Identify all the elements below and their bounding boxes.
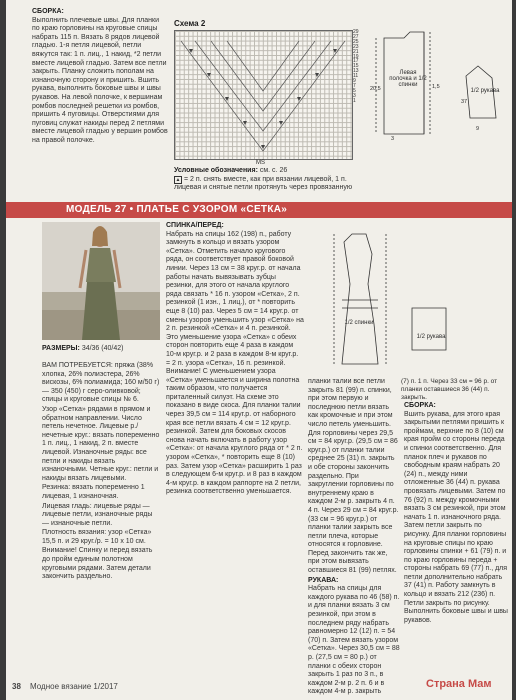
watermark: Страна Мам	[426, 678, 492, 690]
legend-ref: см. с. 26	[259, 167, 288, 174]
half-back-label: 1/2 спинки	[344, 320, 374, 326]
magazine-name: Модное вязание 1/2017	[30, 682, 118, 691]
schema-num-2: 1,5	[432, 84, 440, 90]
schema-num-3: 37	[461, 99, 468, 105]
sizes	[42, 345, 162, 354]
rib-text: Резинка: вязать попеременно 1 лицевая, 1 изнаночная.	[42, 484, 145, 500]
page-footer	[6, 676, 512, 700]
legend-item: = 2 п. снять вместе, как при вязании лицевой, 1 п. лицевая и снятые петли протянуть через провязанную	[174, 175, 353, 192]
model-photo	[42, 222, 160, 340]
half-sleeve-label: 1/2 рукава	[416, 334, 446, 340]
legend	[174, 167, 364, 193]
assembly-top-text: Выполнить плечевые швы. Для планки по краю горловины на круговые спицы набрать 115 п. Вязать 8 рядов лицевой гладью. 1-я петля лицевой, петли вяжутся так: 1 п. лиц., 1 накид, *2 петли вместе лицевой гладью. Затем все петли закрыть. Планку сложить пополам на изнаночную сторону и пришить. Вшить рукава, выполнить боковые швы и швы рукавов. На левой полочке, к вершинам ромбов последней решетки из ромбов, пришить 4 пуговицы. Отверстиями для пуговиц служат накиды перед 2 петлями вместе лицевой гладью у вершин ромбов на правой полочке.	[32, 16, 168, 144]
body-title: СПИНКА/ПЕРЕД:	[166, 222, 224, 229]
knitting-chart-grid	[174, 30, 353, 160]
schema-num-4: 3	[391, 136, 395, 142]
chart-repeat-label: МS	[256, 160, 265, 166]
finishing-column	[308, 378, 400, 698]
assembly-bottom-text: Вшить рукава, для этого края закрытыми петлями пришить к проймам, верхние по 8 (10) см края пройм со стороны переда и спинки соответственно. Для планок плеч и рукавов по свободным краям набрать 20 (24) п., между ними отложенные 36 (44) п. рукава провязать лицевыми. Затем по 76 (92) п. между кромочными вязать 3 см резинкой, при этом начать 1 п. изнаночного ряда. Затем петли закрыть по рисунку. Для планки горловины на круговые спицы по краю горловины спинки + 61 (79) п. и по краю горловины переда + стороны набрать 69 (77) п., для петли дополнительно набрать 37 (41) п. Работу замкнуть в кольцо и вязать 212 (236) п. Петли закрыть по рисунку. Выполнить боковые швы и швы рукавов.	[404, 410, 508, 624]
finishing-text: планки талии все петли закрыть 81 (99) п. спинки, при этом первую и последнюю петли вязать как кромочные и при этом число петель уменьшить. Для горловины через 29,5 см = 84 круг.р. (29,5 см = 86 круг.р.) от планки талии среднее 25 (31) п. закрыть и обе стороны закончить раздельно. При закруглении горловины по внутреннему краю в каждом 2-м р. закрыть 4 п. 4 п. Через 29 см = 84 круг.р. (33 см = 96 круг.р.) от планки талии закрыть все петли плеча, которые относятся к горловине. Перед закончить так же, при этом вывязать оставшиеся 81 (99) петлях.	[308, 378, 399, 575]
gauge-text: Плотность вязания: узор «Сетка» 15,5 п. и 29 круг./р. = 10 х 10 см.	[42, 529, 152, 545]
sizes-value: 34/36 (40/42)	[81, 345, 124, 352]
assembly-top-title: СБОРКА:	[32, 8, 64, 15]
magazine-page	[6, 0, 512, 700]
left-front-label: Левая полочка и 1/2 спинки	[389, 70, 427, 88]
stockinette-text: Лицевая гладь: лицевые ряды — лицевые петли, изнаночные ряды — изнаночные петли.	[42, 502, 153, 527]
model-banner	[6, 202, 512, 218]
body-column	[166, 222, 304, 498]
attention-text: Внимание! Спинку и перед вязать до пройм единым полотном круговыми рядами. Затем детали закончить раздельно.	[42, 547, 153, 581]
materials-text: ВАМ ПОТРЕБУЕТСЯ: пряжа (38% хлопка, 26% полиэстера, 26% вискозы, 6% полиамида; 160 м/50 г) — 350 (450) г серо-оливковой; спицы и круговые спицы № 6.	[42, 362, 160, 404]
legend-title: Условные обозначения:	[174, 167, 258, 174]
chart-symbols	[175, 31, 352, 159]
sizes-label: РАЗМЕРЫ:	[42, 345, 80, 352]
pattern-text: Узор «Сетка» рядами в прямом и обратном направлении. Число петель нечетное. Лицевые р./нечетные круг.: вязать попеременно 1 п. лиц., 1 накид, 2 п. вместе лицевой. Изнаночные ряды: все петли и накиды вязать изнаночными. Четные круг.: петли и накиды вязать лицевыми.	[42, 405, 160, 482]
assembly-top-column	[32, 8, 168, 147]
sleeve-title: РУКАВА:	[308, 576, 339, 584]
page-number: 38	[12, 682, 21, 691]
schema-num-1: 20,5	[370, 86, 381, 92]
sleeve-continue-text: (7) п. 1 п. Через 33 см = 96 р. от планки оставшиеся 36 (44) п. закрыть.	[401, 378, 498, 401]
sleeve-text: Набрать на спицы для каждого рукава по 46 (58) п. и для планки вязать 3 см резинкой, при этом в последнем ряду набрать равномерно 12 (12) п. = 54 (70) п. Затем вязать узором «Сетка». Через 30,5 см = 88 р. (27,5 см = 80 р.) от планки с обеих сторон закрыть 1 раз по 3 п., в каждом 2-м р. 2 п. 6 и в каждом 4-м р. закрыть	[308, 585, 400, 696]
scheme-title: Схема 2	[174, 19, 206, 28]
materials-column	[42, 362, 160, 583]
sleeve-label-top: 1/2 рукава	[470, 88, 500, 94]
model-photo-illustration	[42, 222, 160, 340]
legend-symbol-icon: ▲	[175, 176, 181, 183]
pattern-schematic-dress	[316, 224, 506, 374]
model-banner-title: МОДЕЛЬ 27 • ПЛАТЬЕ С УЗОРОМ «СЕТКА»	[66, 204, 288, 215]
body-text: Набрать на спицы 162 (198) п., работу замкнуть в кольцо и вязать узором «Сетка». Отметить начало кругового ряда, он соответствует правой боковой линии. Через 13 см = 38 круг.р. от начала работы начать вывязывать зубцы резинки, для этого от начала круглого ряда связать * 16 п. узором «Сетка», 2 п. резинкой (1 изн., 1 лиц.), от * повторить еще 8 (10) раз. Через 5 см = 14 круг.р. от смены узоров уменьшить узор «Сетка» на 2 п. резинкой «Сетка» и 4 п. резинкой. Это уменьшение узора «Сетка» с обеих сторон повторить еще 4 раза в каждом 10-м круг.р. и 2 раза в каждом 8-м круг.р. = 2 п. узора «Сетка», 16 п. резинкой. Внимание! С уменьшением узора «Сетка» уменьшается и ширина полотна таким образом, что получается приталенный силуэт. На схеме это показано в виде скоса. Для планки талии через 39,5 см = 114 круг.р. от наборного края все петли вязать 4 см = 12 круг.р. резинкой. Затем для боковых скосов снова начать включать в работу узор «Сетка»: от начала круглого ряда от * 2 п. узором «Сетка», * повторить еще 8 (10) раз. Затем узор «Сетка» расширить 1 раз в следующем 6-м круг.р. и 8 раз в каждом 4-м круг.р. в каждом раппорте на 2 петли, резинка соответственно уменьшается.	[166, 230, 304, 496]
chart-row-numbers: 29 27 25 23 21 19 17 15 13 11 9 7 5 3 1	[353, 29, 359, 104]
schema-num-5: 9	[476, 126, 480, 132]
assembly-bottom-column	[404, 402, 508, 626]
assembly-bottom-title: СБОРКА:	[404, 402, 436, 409]
